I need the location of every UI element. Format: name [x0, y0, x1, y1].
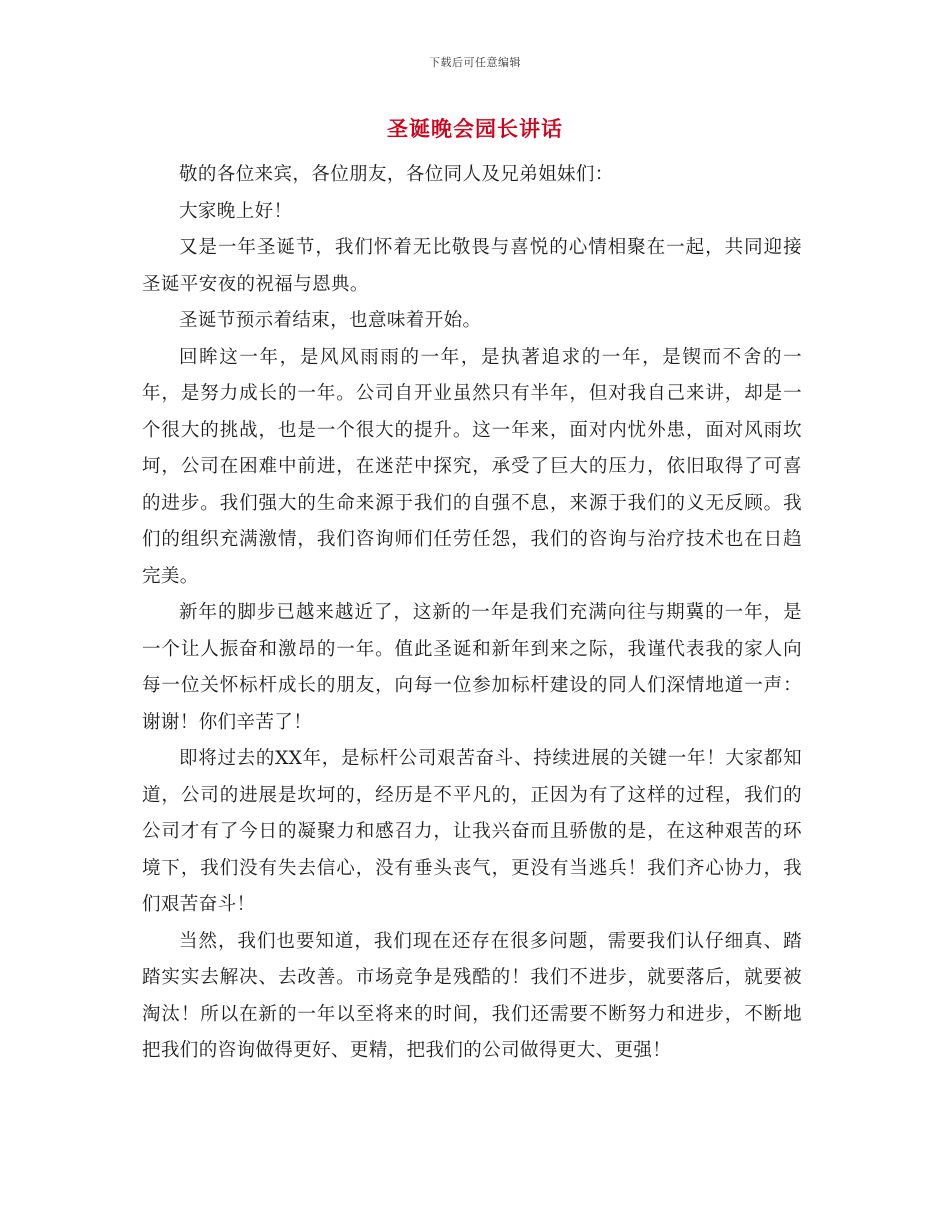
- paragraph-new-year: 新年的脚步已越来越近了，这新的一年是我们充满向往与期冀的一年，是一个让人振奋和激昂的一年。值此圣诞和新年到来之际，我谨代表我的家人向每一位关怀标杆成长的朋友，向每一位参加标杆建设的同人们深情地道一声：谢谢！你们辛苦了！: [142, 602, 802, 733]
- paragraph-greeting: 大家晚上好！: [179, 200, 293, 222]
- paragraph-past-year: 即将过去的XX年，是标杆公司艰苦奋斗、持续进展的关键一年！大家都知道，公司的进展是坎坷的，经历是不平凡的，正因为有了这样的过程，我们的公司才有了今日的凝聚力和感召力，让我兴奋而且骄傲的是，在这种艰苦的环境下，我们没有失去信心，没有垂头丧气，更没有当逃兵！我们齐心协力，我们艰苦奋斗！: [142, 748, 802, 915]
- paragraph-christmas: 又是一年圣诞节，我们怀着无比敬畏与喜悦的心情相聚在一起，共同迎接圣诞平安夜的祝福与恩典。: [142, 237, 802, 295]
- paragraph-future: 当然，我们也要知道，我们现在还存在很多问题，需要我们认仔细真、踏踏实实去解决、去改善。市场竞争是残酷的！我们不进步，就要落后，就要被淘汰！所以在新的一年以至将来的时间，我们还需要不断努力和进步，不断地把我们的咨询做得更好、更精，把我们的公司做得更大、更强！: [142, 930, 802, 1061]
- paragraph-meaning: 圣诞节预示着结束，也意味着开始。: [179, 310, 482, 331]
- paragraph-review: 回眸这一年，是风风雨雨的一年，是执著追求的一年，是锲而不舍的一年，是努力成长的一年。公司自开业虽然只有半年，但对我自己来讲，却是一个很大的挑战，也是一个很大的提升。这一年来，面对内忧外患，面对风雨坎坷，公司在困难中前进，在迷茫中探究，承受了巨大的压力，依旧取得了可喜的进步。我们强大的生命来源于我们的自强不息，来源于我们的义无反顾。我们的组织充满激情，我们咨询师们任劳任怨，我们的咨询与治疗技术也在日趋完美。: [142, 346, 802, 587]
- document-body: [142, 157, 802, 1070]
- document-title: 圣诞晚会园长讲话: [387, 117, 563, 141]
- paragraph-salutation: 敬的各位来宾，各位朋友，各位同人及兄弟姐妹们：: [179, 164, 614, 185]
- header-note: 下载后可任意编辑: [429, 56, 521, 69]
